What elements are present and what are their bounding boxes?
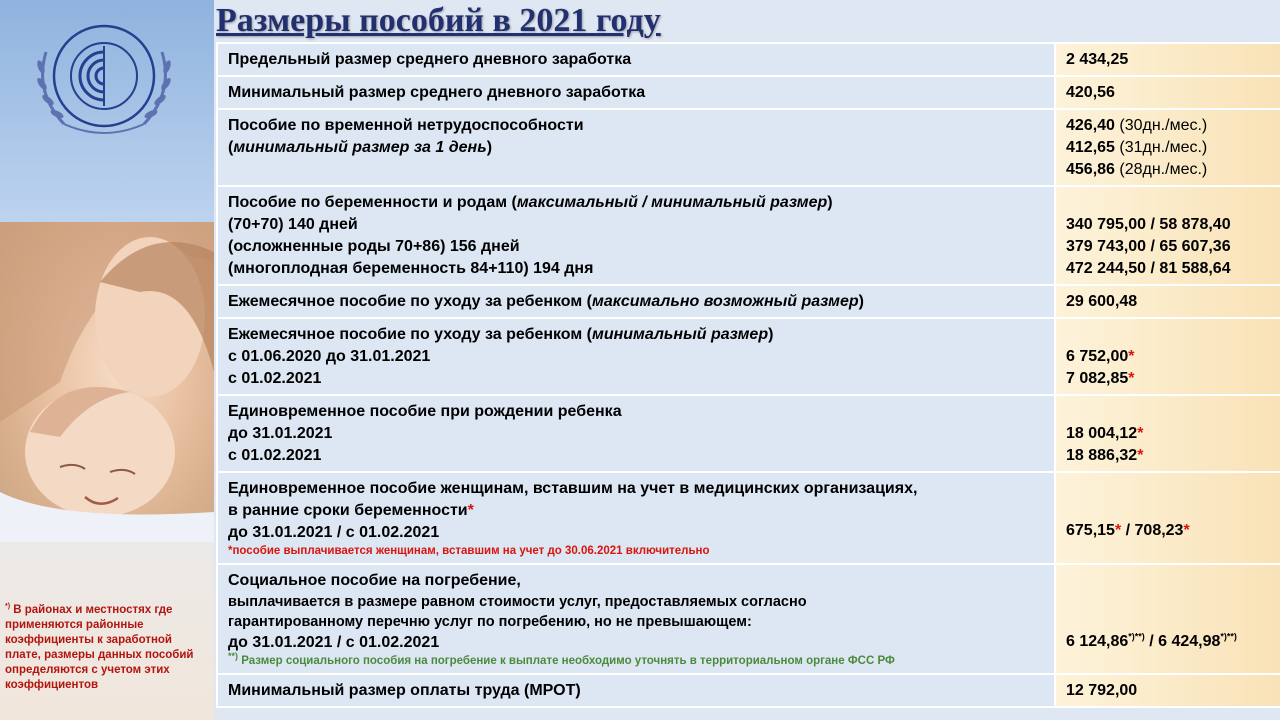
label-line: (70+70) 140 дней	[228, 216, 358, 233]
label-end: )	[827, 194, 833, 211]
label-start: Ежемесячное пособие по уходу за ребенком (	[228, 293, 592, 310]
note-text: Размер социального пособия на погребение к выплате необходимо уточнять в территориальном органе ФСС РФ	[238, 655, 895, 667]
label-line: с 01.02.2021	[228, 447, 322, 464]
label-line: до 31.01.2021	[228, 425, 333, 442]
label-line: до 31.01.2021 / с 01.02.2021	[228, 634, 440, 651]
row-label: Предельный размер среднего дневного заработка	[217, 43, 1055, 76]
row-value: 12 792,00	[1055, 674, 1280, 707]
asterisk-mark: *	[1114, 522, 1122, 539]
value-amount: 456,86	[1066, 161, 1115, 178]
value-amount: 708,23	[1134, 522, 1184, 539]
row-value	[1055, 564, 1280, 674]
early-registration-note: *пособие выплачивается женщинам, вставшим на учет до 30.06.2021 включительно	[228, 545, 710, 557]
row-value: 420,56	[1055, 76, 1280, 109]
row-label	[217, 109, 1055, 186]
value-note: (31дн./мес.)	[1114, 139, 1208, 156]
table-row	[217, 285, 1280, 318]
fss-logo-emblem	[24, 12, 184, 152]
row-label	[217, 395, 1055, 472]
label-line: выплачивается в размере равном стоимости услуг, предоставляемых согласно	[228, 594, 807, 610]
value-line	[1066, 445, 1270, 467]
table-row	[217, 186, 1280, 285]
label-line: до 31.01.2021 / с 01.02.2021	[228, 524, 440, 541]
value-line	[1066, 520, 1270, 542]
value-amount: 6 752,00	[1066, 348, 1129, 365]
table-row	[217, 318, 1280, 395]
benefits-table	[216, 42, 1280, 708]
label-italic: максимальный / минимальный размер	[516, 194, 828, 211]
label-paren-close: )	[486, 139, 493, 156]
row-value	[1055, 395, 1280, 472]
value-line	[1066, 631, 1270, 653]
label-line: Единовременное пособие при рождении ребенка	[228, 403, 622, 420]
value-line	[1066, 137, 1270, 159]
row-label	[217, 564, 1055, 674]
value-note: (28дн./мес.)	[1114, 161, 1208, 178]
label-line: Социальное пособие на погребение,	[228, 572, 521, 589]
asterisk-mark: *	[1128, 348, 1135, 365]
row-label	[217, 472, 1055, 564]
row-value	[1055, 472, 1280, 564]
left-panel	[0, 0, 214, 720]
value-separator: /	[1144, 633, 1159, 650]
label-italic: минимальный размер за 1 день	[233, 139, 487, 156]
row-label	[217, 318, 1055, 395]
value-amount: 18 004,12	[1066, 425, 1138, 442]
table-row	[217, 109, 1280, 186]
value-amount: 6 424,98	[1158, 633, 1221, 650]
footnote-text: В районах и местностях где применяются районные коэффициенты к заработной плате, размеры данных пособий определяются с учетом этих коэффициентов	[5, 604, 194, 691]
label-line: гарантированному перечню услуг по погребению, но не превышающем:	[228, 614, 752, 630]
note-mark: **)	[228, 651, 239, 662]
value-amount: 6 124,86	[1066, 633, 1129, 650]
label-end: )	[768, 326, 774, 343]
row-value	[1055, 109, 1280, 186]
label-line: (осложненные роды 70+86) 156 дней	[228, 238, 520, 255]
asterisk-mark: *	[467, 502, 474, 519]
value-amount: 7 082,85	[1066, 370, 1129, 387]
label-start: Пособие по беременности и родам (	[228, 194, 517, 211]
label-line: в ранние сроки беременности	[228, 502, 468, 519]
value-line: 379 743,00 / 65 607,36	[1066, 238, 1231, 255]
label-start: Ежемесячное пособие по уходу за ребенком (	[228, 326, 592, 343]
asterisk-mark: *	[1128, 370, 1135, 387]
value-line	[1066, 115, 1270, 137]
table-row	[217, 564, 1280, 674]
mother-and-baby-illustration	[0, 222, 214, 542]
value-amount: 412,65	[1066, 139, 1115, 156]
regional-coefficients-footnote	[5, 603, 205, 693]
row-value	[1055, 186, 1280, 285]
value-line: 472 244,50 / 81 588,64	[1066, 260, 1231, 277]
asterisk-mark: *	[1137, 425, 1144, 442]
label-line: с 01.06.2020 до 31.01.2021	[228, 348, 431, 365]
value-amount: 426,40	[1066, 117, 1115, 134]
asterisk-mark: *	[1137, 447, 1144, 464]
value-line	[1066, 346, 1270, 368]
mother-and-baby-photo	[0, 222, 214, 542]
burial-benefit-note	[228, 651, 1044, 669]
value-line	[1066, 423, 1270, 445]
label-line: (многоплодная беременность 84+110) 194 дня	[228, 260, 594, 277]
row-value: 29 600,48	[1055, 285, 1280, 318]
row-label	[217, 186, 1055, 285]
label-end: )	[858, 293, 864, 310]
table-row	[217, 472, 1280, 564]
footnote-ref: *)**)	[1128, 631, 1145, 642]
table-row	[217, 674, 1280, 707]
value-line: 340 795,00 / 58 878,40	[1066, 216, 1231, 233]
row-label	[217, 285, 1055, 318]
row-value	[1055, 318, 1280, 395]
footnote-mark: *)	[5, 603, 11, 611]
table-row	[217, 43, 1280, 76]
label-line: с 01.02.2021	[228, 370, 322, 387]
value-line	[1066, 368, 1270, 390]
row-value: 2 434,25	[1055, 43, 1280, 76]
table-row	[217, 395, 1280, 472]
asterisk-mark: *	[1183, 522, 1190, 539]
row-label: Минимальный размер оплаты труда (МРОТ)	[217, 674, 1055, 707]
row-label: Минимальный размер среднего дневного заработка	[217, 76, 1055, 109]
value-note: (30дн./мес.)	[1114, 117, 1208, 134]
label-line: Пособие по временной нетрудоспособности	[228, 117, 584, 134]
label-italic: максимально возможный размер	[591, 293, 859, 310]
value-line	[1066, 159, 1270, 181]
footnote-ref: *)**)	[1220, 631, 1237, 642]
label-line: Единовременное пособие женщинам, вставшим на учет в медицинских организациях,	[228, 480, 918, 497]
table-row	[217, 76, 1280, 109]
value-amount: 675,15	[1066, 522, 1115, 539]
value-separator: /	[1121, 522, 1135, 539]
page-title: Размеры пособий в 2021 году	[216, 2, 661, 39]
label-paren-open: (	[228, 139, 234, 156]
label-italic: минимальный размер	[591, 326, 769, 343]
value-amount: 18 886,32	[1066, 447, 1138, 464]
